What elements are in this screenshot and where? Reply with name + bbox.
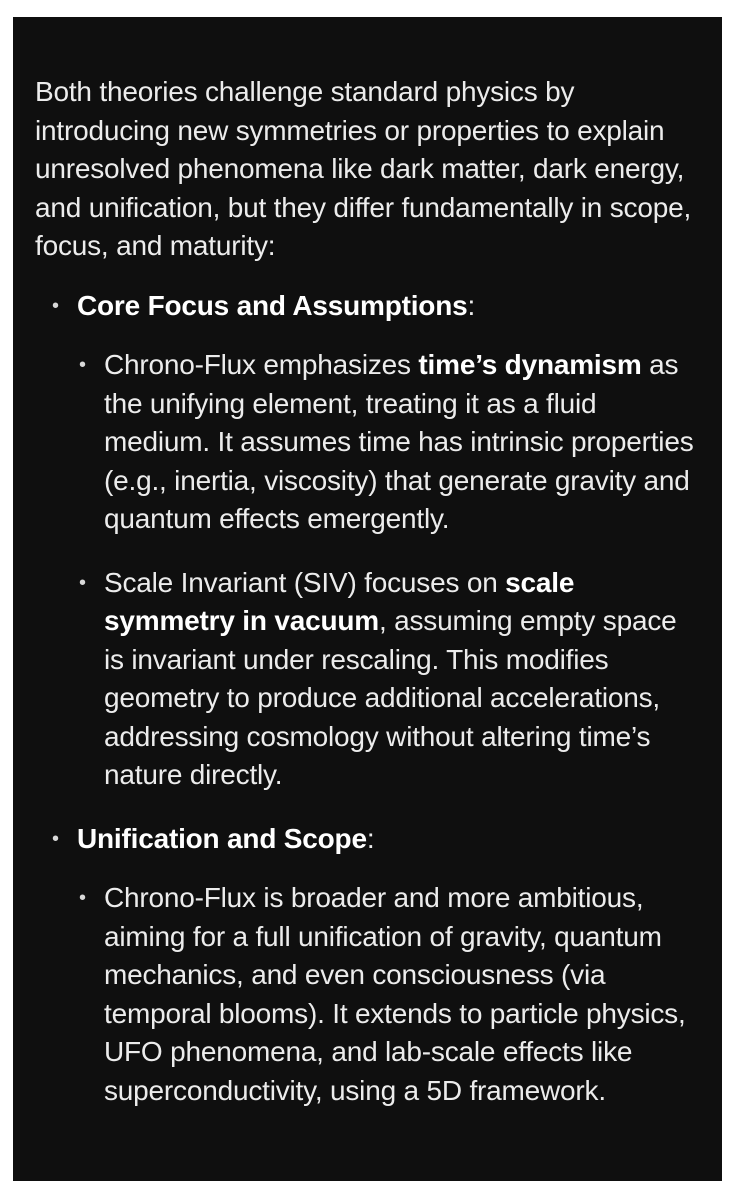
bullet-icon: • [79,571,86,594]
heading-colon: : [366,822,375,854]
message-panel [13,17,722,1181]
section-unification [35,820,698,1111]
sub-list [77,346,698,795]
bullet-icon: • [79,887,86,909]
heading-colon: : [467,289,476,321]
item-text: Chrono-Flux emphasizes [104,349,419,380]
item-text: Scale Invariant (SIV) focuses on [104,566,506,598]
bullet-icon: • [79,354,86,376]
list-item-chrono-flux-focus [77,346,698,539]
sub-list [77,879,698,1110]
section-heading-text: Core Focus and Assumptions [77,289,468,321]
list-item-siv-focus [77,564,698,795]
section-heading-text: Unification and Scope [77,822,367,854]
item-text: Chrono-Flux is broader and more ambitious, aiming for a full unification of gravity, quantum mechanics, and even consciousness (via temporal blooms). It extends to particle physics, UFO phenomena, and lab-scale effects like superconductivity, using a 5D framework. [104,882,686,1106]
section-heading [77,287,698,326]
item-text: , assuming empty space is invariant under rescaling. This modifies geometry to produce additional accelerations, addressing cosmology without altering time’s nature directly. [104,605,677,790]
list-item-chrono-flux-scope [77,879,698,1110]
intro-paragraph: Both theories challenge standard physics by introducing new symmetries or properties to explain unresolved phenomena like dark matter, dark energy, and unification, but they differ fundamentally in scope, focus, and maturity: [35,76,692,261]
bullet-icon: • [52,827,59,850]
section-list [35,287,698,1111]
item-bold-text: scale symmetry in vacuum [104,566,575,636]
section-heading [77,820,698,859]
section-core-focus [35,287,698,795]
item-bold-text: time’s dynamism [418,349,642,380]
bullet-icon: • [52,294,59,317]
item-text: as the unifying element, treating it as a fluid medium. It assumes time has intrinsic properties (e.g., inertia, viscosity) that generate gravity and quantum effects emergently. [104,349,694,534]
